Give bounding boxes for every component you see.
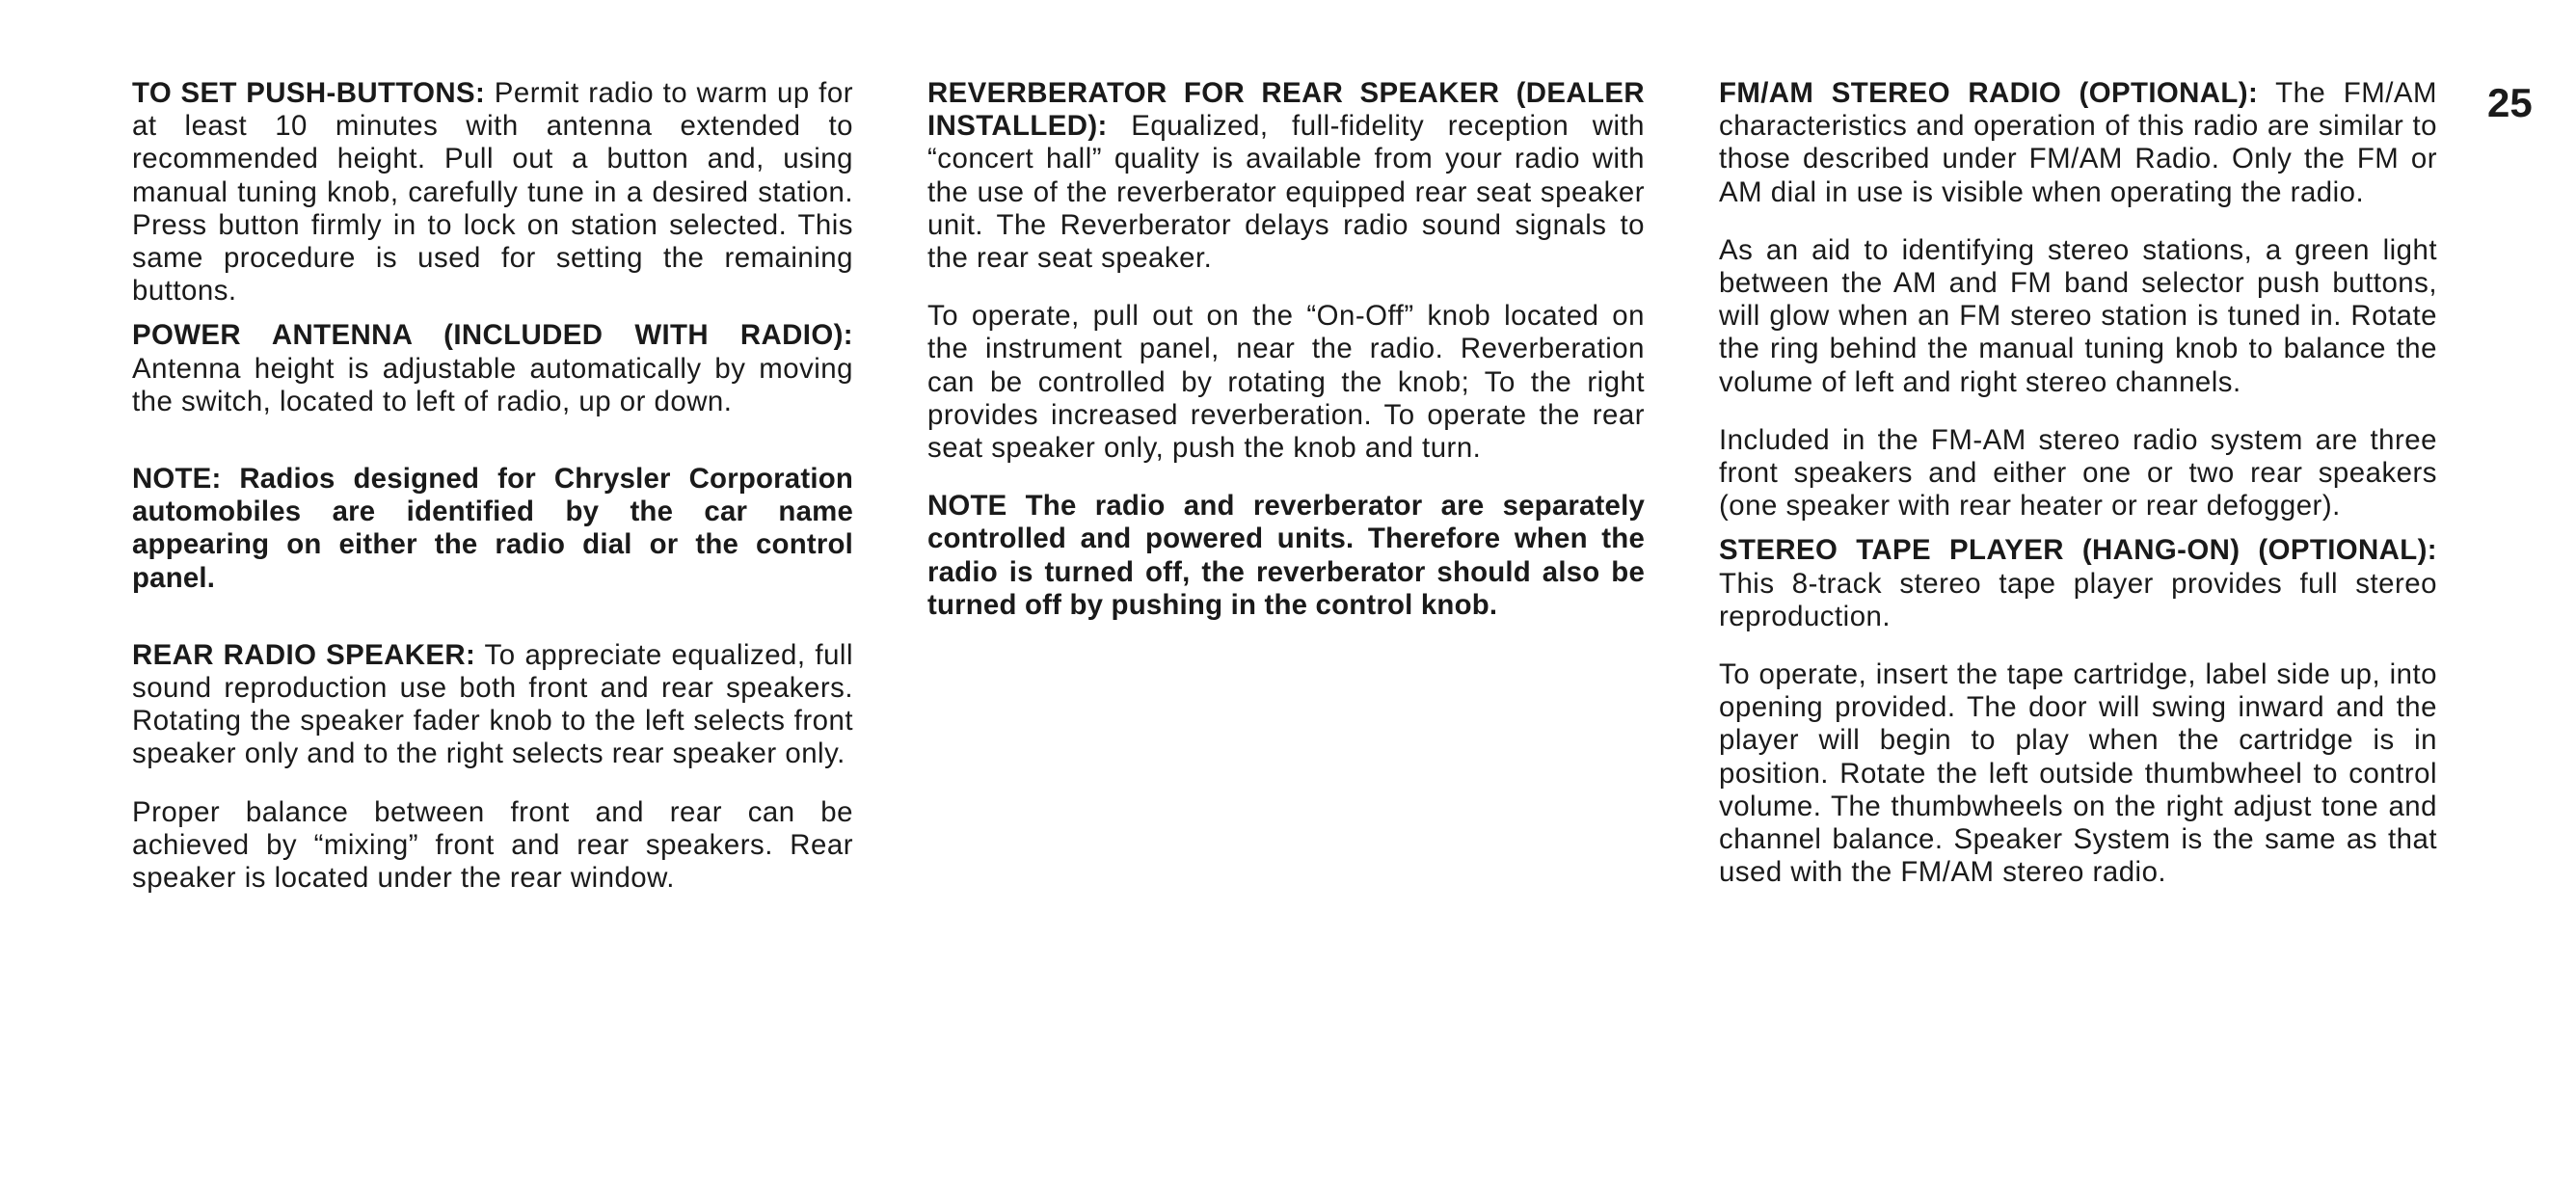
push-buttons-paragraph [132, 77, 853, 308]
fm-am-heading: FM/AM STEREO RADIO (OPTIONAL): [1719, 77, 2259, 109]
rear-speaker-paragraph [132, 639, 853, 771]
power-antenna-text: Antenna height is adjustable automatically by moving the switch, located to left of radio, up or down. [132, 352, 853, 417]
tape-player-paragraph [1719, 534, 2437, 633]
reverberator-heading: REVERBERATOR FOR REAR SPEAKER (DEALER INSTALLED): [927, 77, 1645, 143]
power-antenna-heading: POWER ANTENNA (INCLUDED WITH RADIO): [132, 319, 853, 352]
reverberator-paragraph [927, 77, 1645, 275]
column-middle [927, 77, 1645, 647]
tape-player-heading: STEREO TAPE PLAYER (HANG-ON) (OPTIONAL): [1719, 534, 2437, 567]
power-antenna-paragraph [132, 319, 853, 418]
note-radios-paragraph: NOTE: Radios designed for Chrysler Corporation automobiles are identified by the car name appearing on either the radio dial or the control panel. [132, 463, 853, 594]
push-buttons-text: Permit radio to warm up for at least 10 minutes with antenna extended to recommended height. Pull out a button and, using manual tuning knob, carefully tune in a desired station. Press button firmly in to lock on station selected. This same procedure is used for setting the remaining buttons. [132, 77, 853, 308]
page-number: 25 [2487, 80, 2533, 125]
column-left [132, 77, 853, 920]
column-right [1719, 77, 2437, 914]
operate-paragraph: To operate, pull out on the “On-Off” knob located on the instrument panel, near the radio. Reverberation can be controlled by rotating the knob; To the right provides increased reverberation. To operate the rear seat speaker only, push the knob and turn. [927, 300, 1645, 465]
tape-player-text: This 8-track stereo tape player provides full stereo reproduction. [1719, 567, 2437, 632]
note-reverb-paragraph: NOTE The radio and reverberator are separately controlled and powered units. Therefore when the radio is turned off, the reverberator should also be turned off by pushing in the control knob. [927, 490, 1645, 621]
balance-paragraph: Proper balance between front and rear can be achieved by “mixing” front and rear speakers. Rear speaker is located under the rear window. [132, 795, 853, 895]
included-paragraph: Included in the FM-AM stereo radio system are three front speakers and either one or two rear speakers (one speaker with rear heater or rear defogger). [1719, 423, 2437, 523]
tape-operate-paragraph: To operate, insert the tape cartridge, label side up, into opening provided. The door will swing inward and the player will begin to play when the cartridge is in position. Rotate the left outside thumbwheel to control volume. The thumbwheels on the right adjust tone and channel balance. Speaker System is the same as that used with the FM/AM stereo radio. [1719, 658, 2437, 889]
rear-speaker-heading: REAR RADIO SPEAKER: [132, 638, 476, 671]
stereo-aid-paragraph: As an aid to identifying stereo stations, a green light between the AM and FM band selector push buttons, will glow when an FM stereo station is tuned in. Rotate the ring behind the manual tuning knob to balance the volume of left and right stereo channels. [1719, 233, 2437, 398]
reverberator-text: Equalized, full-fidelity reception with “concert hall” quality is available from your radio with the use of the reverberator equipped rear seat speaker unit. The Reverberator delays radio sound signals to the rear seat speaker. [927, 110, 1645, 275]
fm-am-paragraph [1719, 77, 2437, 209]
fm-am-text: The FM/AM characteristics and operation of this radio are similar to those described under FM/AM Radio. Only the FM or AM dial in use is visible when operating the radio. [1719, 77, 2437, 208]
push-buttons-heading: TO SET PUSH-BUTTONS: [132, 77, 486, 109]
rear-speaker-text: To appreciate equalized, full sound reproduction use both front and rear speakers. Rotating the speaker fader knob to the left selects front speaker only and to the right selects rear speaker only. [132, 638, 853, 770]
